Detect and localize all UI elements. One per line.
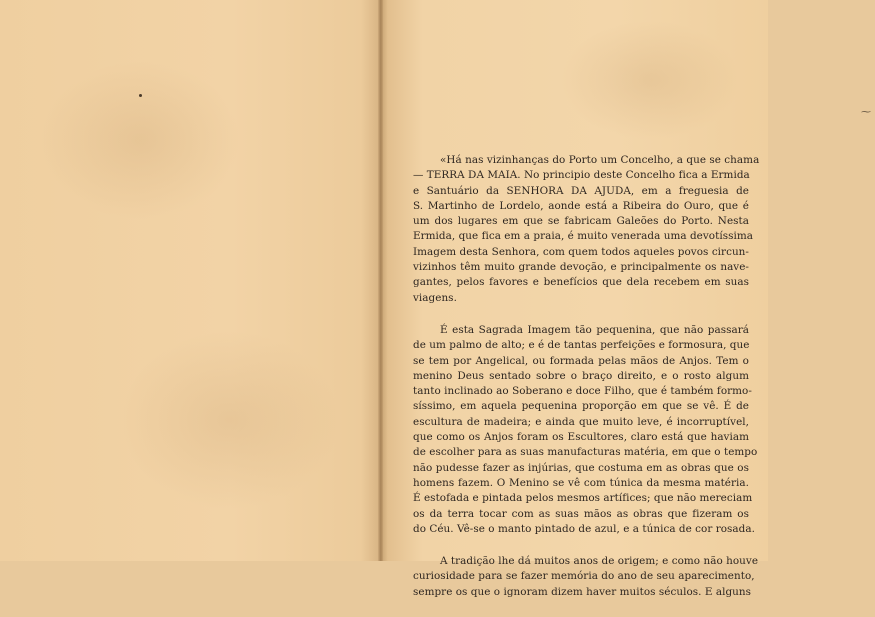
paragraph [413, 323, 758, 537]
text-line: síssimo, em aquela pequenina proporção em que se vê. É de [413, 400, 749, 413]
text-line: É estofada e pintada pelos mesmos artífices; que não mereciam [413, 492, 753, 505]
text-line: um dos lugares em que se fabricam Galeões do Porto. Nesta [413, 215, 749, 228]
left-page [0, 0, 380, 561]
text-line: homens fazem. O Menino se vê com túnica da mesma matéria. [413, 476, 749, 489]
printer-ornament-icon: ⁓ [861, 107, 871, 118]
text-line: não pudesse fazer as injúrias, que costuma em as obras que os [413, 461, 749, 474]
text-line: do Céu. Vê-se o manto pintado de azul, e a túnica de cor rosada. [413, 522, 755, 535]
text-line: É esta Sagrada Imagem tão pequenina, que não passará [440, 323, 749, 336]
text-line: A tradição lhe dá muitos anos de origem; e como não houve [440, 555, 759, 568]
text-line: «Há nas vizinhanças do Porto um Concelho, a que se chama [440, 154, 760, 166]
text-line: de escolher para as suas manufacturas matéria, em que o tempo [413, 446, 758, 459]
paragraph [413, 153, 760, 306]
text-line: Ermida, que fica em a praia, é muito venerada uma devotíssima [413, 230, 753, 243]
text-line: que como os Anjos foram os Escultores, claro está que haviam [413, 431, 749, 444]
text-line: menino Deus sentado sobre o braço direito, e o rosto algum [413, 369, 749, 382]
text-line: viagens. [413, 291, 457, 304]
paragraph [413, 554, 759, 600]
text-line: de um palmo de alto; e é de tantas perfeições e formosura, que [413, 339, 750, 352]
text-line: S. Martinho de Lordelo, aonde está a Ribeira do Ouro, que é [413, 199, 749, 212]
text-line: e Santuário da SENHORA DA AJUDA, em a freguesia de [413, 184, 749, 197]
text-line: sempre os que o ignoram dizem haver muitos séculos. E alguns [413, 585, 752, 598]
text-line: escultura de madeira; e ainda que muito leve, é incorruptível, [413, 415, 749, 428]
text-line: vizinhos têm muito grande devoção, e principalmente os nave- [413, 261, 749, 274]
page-text [413, 153, 760, 617]
text-line: se tem por Angelical, ou formada pelas mãos de Anjos. Tem o [413, 354, 749, 367]
text-line: Imagem desta Senhora, com quem todos aqueles povos circun- [413, 245, 749, 258]
text-line: os da terra tocar com as suas mãos as obras que fizeram os [413, 507, 749, 520]
text-line: — TERRA DA MAIA. No principio deste Concelho fica a Ermida [413, 169, 750, 182]
text-line: gantes, pelos favores e benefícios que dela recebem em suas [413, 276, 749, 289]
text-line: tanto inclinado ao Soberano e doce Filho, que é também formo- [413, 385, 752, 398]
text-line: curiosidade para se fazer memória do ano de seu aparecimento, [413, 570, 755, 583]
ink-speck [139, 94, 142, 97]
